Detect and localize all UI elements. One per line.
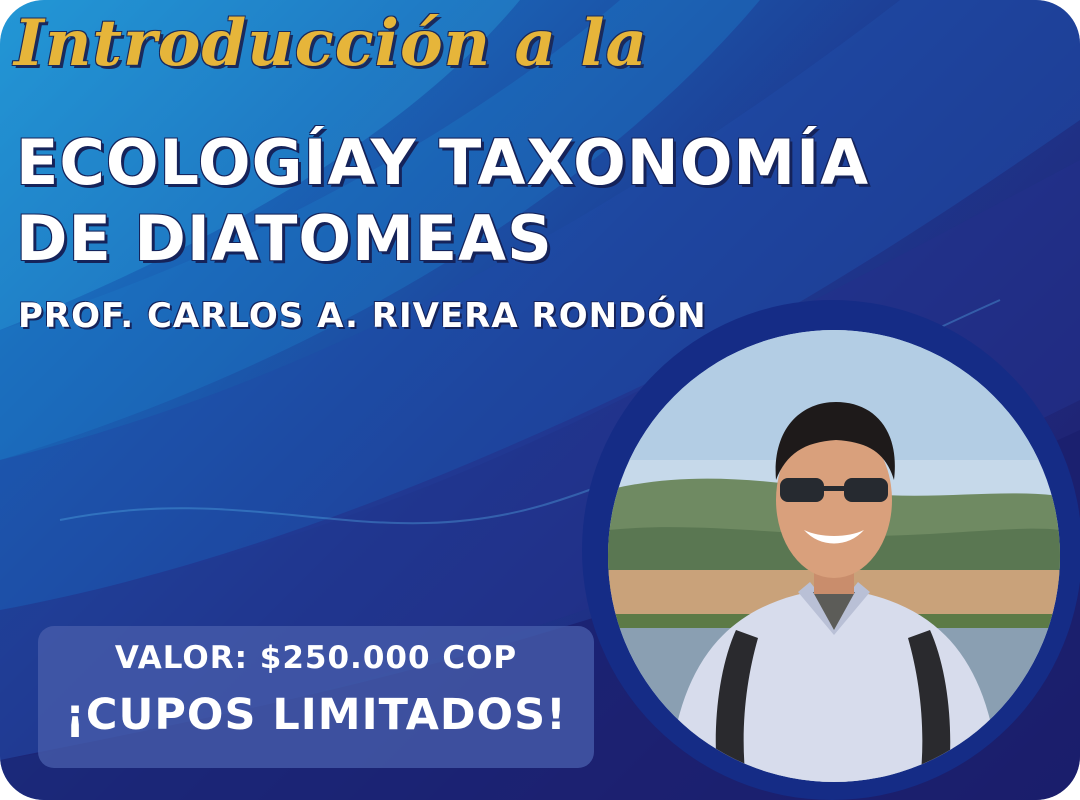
sunglasses-bridge xyxy=(822,486,846,491)
price-value: VALOR: $250.000 COP xyxy=(114,640,518,676)
portrait-icon xyxy=(608,330,1060,782)
price-box xyxy=(38,626,594,768)
sunglasses-left xyxy=(780,478,824,502)
course-title-line-1: ECOLOGÍAY TAXONOMÍA xyxy=(16,126,870,199)
script-title: Introducción a la xyxy=(14,6,648,81)
professor-name: PROF. CARLOS A. RIVERA RONDÓN xyxy=(18,296,707,336)
course-title-line-2: DE DIATOMEAS xyxy=(16,202,553,275)
professor-photo xyxy=(608,330,1060,782)
sunglasses-right xyxy=(844,478,888,502)
limited-spots-label: ¡CUPOS LIMITADOS! xyxy=(65,690,567,740)
